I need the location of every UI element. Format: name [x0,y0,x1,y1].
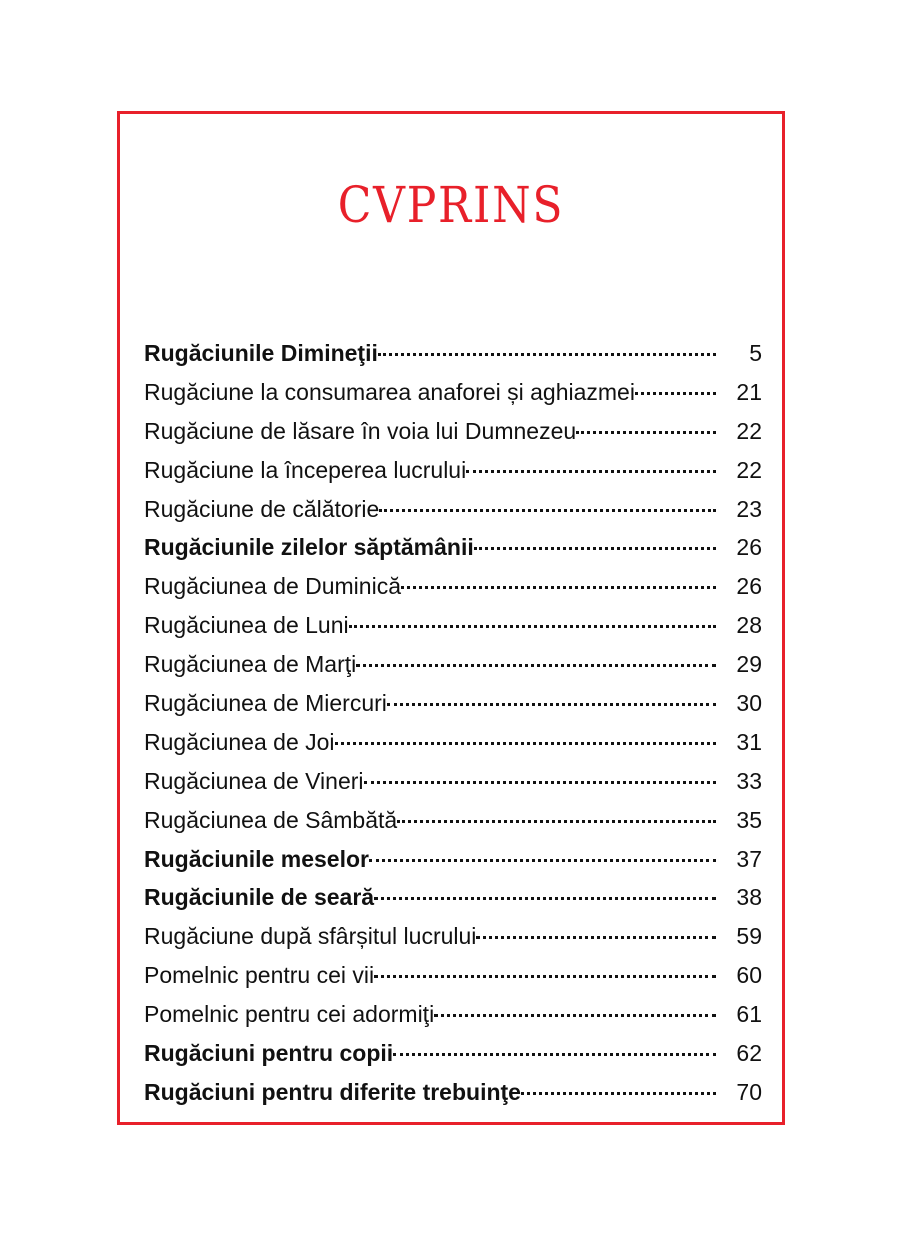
toc-entry-label: Rugăciune după sfârșitul lucrului [144,923,477,950]
toc-entry[interactable] [144,729,762,768]
toc-entry[interactable] [144,418,762,457]
toc-entry[interactable] [144,379,762,418]
toc-entry-label: Rugăciunea de Vineri [144,767,364,794]
toc-entry-label: Rugăciunea de Sâmbătă [144,806,398,833]
toc-entry-page-number: 5 [749,340,762,366]
toc-entry-label: Pomelnic pentru cei vii [144,962,375,989]
toc-dot-leader [434,1008,716,1017]
toc-entry-page-number: 22 [736,417,762,444]
toc-entry[interactable] [144,768,762,807]
toc-dot-leader [466,464,716,473]
toc-entry-page-number: 29 [736,651,762,678]
toc-dot-leader [364,775,716,784]
toc-entry[interactable] [144,457,762,496]
toc-dot-leader [474,541,716,550]
toc-dot-leader [335,736,716,745]
toc-entry-page-number: 59 [736,923,762,950]
toc-entry-label: Rugăciune de lăsare în voia lui Dumnezeu [144,417,577,444]
toc-dot-leader [401,580,716,589]
toc-entry[interactable] [144,496,762,535]
page-title: CVPRINS [337,176,565,234]
toc-dot-leader [369,853,716,862]
toc-entry-page-number: 31 [736,728,762,755]
toc-entry-page-number: 62 [736,1040,762,1067]
toc-entry-label: Rugăciuni pentru copii [144,1040,394,1067]
toc-dot-leader [349,619,716,628]
toc-entry[interactable] [144,651,762,690]
toc-entry-page-number: 70 [736,1078,762,1105]
toc-dot-leader [576,425,716,434]
toc-entry-page-number: 26 [736,534,762,561]
toc-entry-label: Rugăciunea de Marţi [144,651,357,678]
toc-entry[interactable] [144,534,762,573]
toc-entry[interactable] [144,573,762,612]
toc-entry-label: Rugăciune de călătorie [144,495,380,522]
table-of-contents [144,340,762,1118]
toc-entry-label: Rugăciunile meselor [144,845,369,872]
toc-entry[interactable] [144,1040,762,1079]
toc-entry-label: Rugăciunea de Joi [144,728,335,755]
toc-dot-leader [374,891,716,900]
toc-entry-page-number: 26 [736,573,762,600]
page-border-frame [117,111,785,1125]
toc-dot-leader [635,386,716,395]
toc-entry-page-number: 22 [736,456,762,483]
toc-dot-leader [476,930,716,939]
toc-dot-leader [379,503,716,512]
toc-entry-page-number: 33 [736,767,762,794]
toc-entry-label: Rugăciunea de Luni [144,612,349,639]
toc-entry[interactable] [144,923,762,962]
toc-entry-page-number: 35 [736,806,762,833]
toc-entry-label: Rugăciune la începerea lucrului [144,456,467,483]
toc-entry-label: Rugăciunea de Miercuri [144,690,387,717]
toc-entry-page-number: 61 [736,1001,762,1028]
toc-dot-leader [378,347,716,356]
toc-entry[interactable] [144,884,762,923]
toc-entry[interactable] [144,1079,762,1118]
toc-dot-leader [387,697,716,706]
toc-entry-page-number: 28 [736,612,762,639]
toc-entry[interactable] [144,962,762,1001]
toc-entry-page-number: 38 [736,884,762,911]
toc-entry-label: Rugăciunile de seară [144,884,375,911]
toc-entry-label: Rugăciune la consumarea anaforei și aghiazmei [144,378,635,405]
toc-entry-page-number: 23 [736,495,762,522]
toc-entry-label: Rugăciunea de Duminică [144,573,401,600]
toc-entry-label: Rugăciunile Dimineţii [144,340,378,366]
toc-entry[interactable] [144,612,762,651]
toc-entry-label: Rugăciunile zilelor săptămânii [144,534,474,561]
toc-entry-label: Pomelnic pentru cei adormiţi [144,1001,435,1028]
toc-dot-leader [521,1086,716,1095]
toc-entry-page-number: 37 [736,845,762,872]
toc-dot-leader [356,658,716,667]
toc-dot-leader [397,814,716,823]
toc-entry[interactable] [144,690,762,729]
toc-dot-leader [374,969,716,978]
toc-entry[interactable] [144,807,762,846]
toc-entry-page-number: 30 [736,690,762,717]
toc-dot-leader [393,1047,716,1056]
toc-entry-page-number: 60 [736,962,762,989]
toc-entry[interactable] [144,1001,762,1040]
toc-entry-label: Rugăciuni pentru diferite trebuinţe [144,1078,521,1105]
toc-entry[interactable] [144,846,762,885]
toc-entry[interactable] [144,340,762,379]
toc-entry-page-number: 21 [736,378,762,405]
